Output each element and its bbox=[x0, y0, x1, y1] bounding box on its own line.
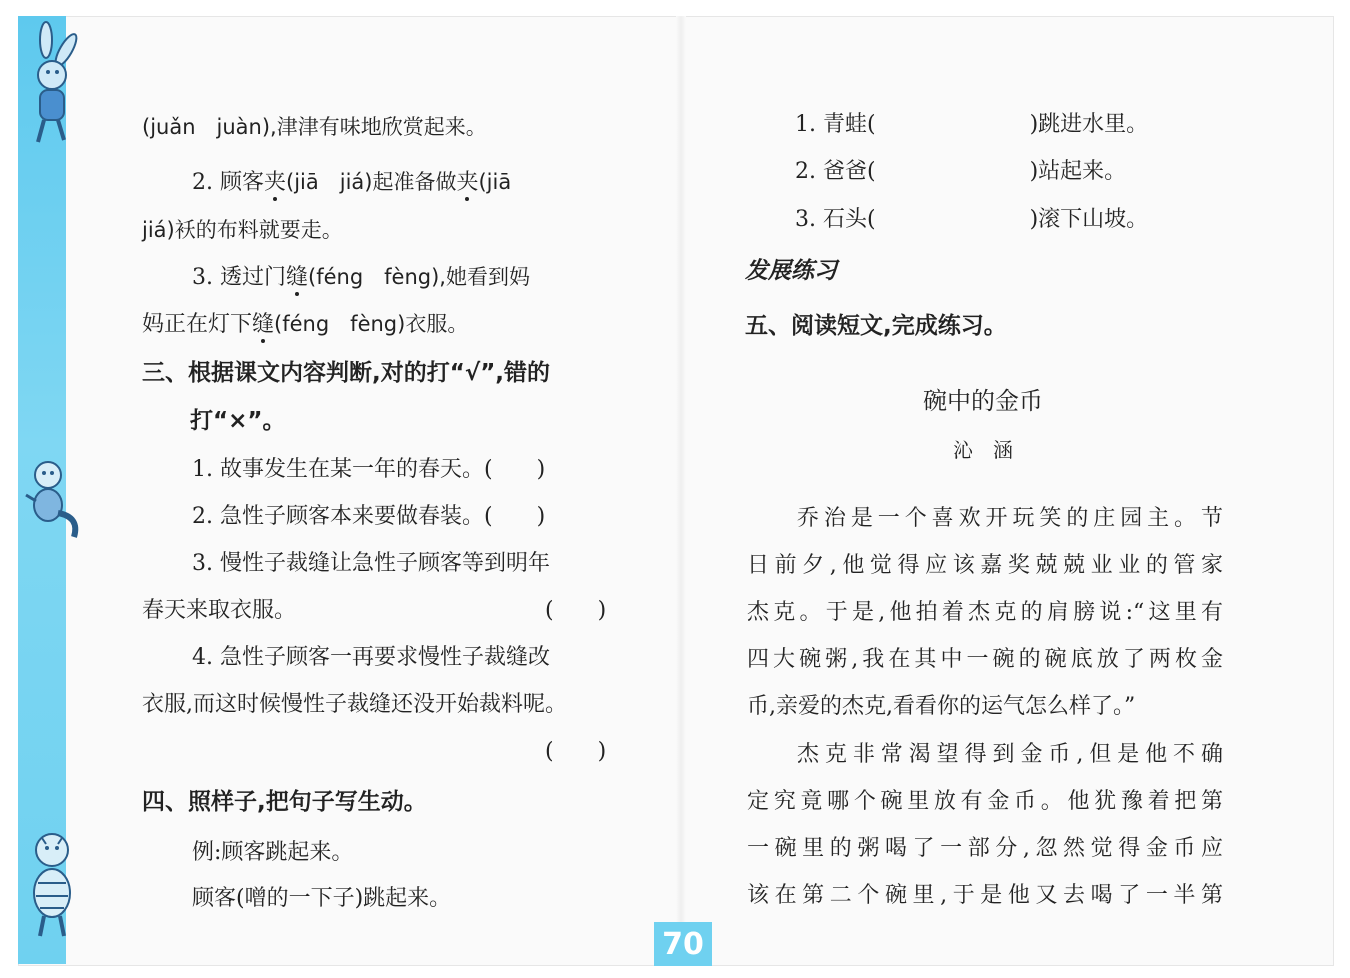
judge-item-4: 4. 急性子顾客一再要求慢性子裁缝改 bbox=[192, 645, 550, 670]
judge-item-3: 3. 慢性子裁缝让急性子顾客等到明年 bbox=[192, 551, 550, 576]
story-line: 定究竟哪个碗里放有金币。他犹豫着把第 bbox=[747, 789, 1223, 814]
story-author: 沁 涵 bbox=[953, 438, 1013, 462]
story-line: 一碗里的粥喝了一部分,忽然觉得金币应 bbox=[747, 836, 1223, 861]
emphasis-char: 夹 bbox=[263, 170, 286, 195]
story-title: 碗中的金币 bbox=[923, 387, 1043, 415]
emphasis-char: 夹 bbox=[456, 170, 479, 195]
q3-line-1 bbox=[192, 262, 530, 293]
q2-line-1 bbox=[192, 167, 511, 198]
answer-blank[interactable]: ( ) bbox=[545, 739, 607, 764]
raccoon-mascot-icon bbox=[18, 455, 88, 555]
text: (féng fèng)衣服。 bbox=[274, 312, 469, 336]
text: (féng fèng),她看到妈 bbox=[308, 265, 530, 289]
fill-item-2: 2. 爸爸( )站起来。 bbox=[795, 159, 1127, 184]
text: jiá)袄的布料就要走。 bbox=[142, 218, 343, 242]
text: 2. 顾客 bbox=[192, 170, 264, 195]
text: (jiā jiá)起准备做 bbox=[286, 170, 457, 194]
story-line: 乔治是一个喜欢开玩笑的庄园主。节 bbox=[797, 506, 1223, 531]
left-line-1 bbox=[142, 112, 487, 143]
book-gutter bbox=[676, 16, 686, 964]
emphasis-char: 缝 bbox=[252, 312, 275, 337]
q2-line-2 bbox=[142, 215, 343, 246]
story-line: 该在第二个碗里,于是他又去喝了一半第 bbox=[747, 883, 1223, 908]
emphasis-char: 缝 bbox=[285, 265, 308, 290]
text: 妈正在灯下 bbox=[142, 312, 253, 337]
section-4-title: 四、照样子,把句子写生动。 bbox=[142, 789, 427, 815]
page-number: 70 bbox=[654, 922, 712, 966]
judge-item-4-cont: 衣服,而这时候慢性子裁缝还没开始裁料呢。 bbox=[142, 692, 567, 717]
section-5-title: 五、阅读短文,完成练习。 bbox=[745, 313, 1007, 339]
story-line: 日前夕,他觉得应该嘉奖兢兢业业的管家 bbox=[747, 553, 1223, 578]
story-line: 币,亲爱的杰克,看看你的运气怎么样了。” bbox=[747, 694, 1136, 719]
answer-blank[interactable]: ( ) bbox=[545, 598, 607, 623]
section-3-title-cont: 打“×”。 bbox=[190, 408, 286, 434]
example-answer: 顾客(噌的一下子)跳起来。 bbox=[192, 886, 452, 911]
judge-item-1: 1. 故事发生在某一年的春天。( ) bbox=[192, 457, 546, 482]
story-line: 杰克。于是,他拍着杰克的肩膀说:“这里有 bbox=[747, 600, 1223, 625]
story-line: 四大碗粥,我在其中一碗的碗底放了两枚金 bbox=[747, 647, 1223, 672]
judge-item-2: 2. 急性子顾客本来要做春装。( ) bbox=[192, 504, 546, 529]
story-line: 杰克非常渴望得到金币,但是他不确 bbox=[797, 742, 1223, 767]
development-heading: 发展练习 bbox=[745, 258, 837, 284]
q3-line-2 bbox=[142, 309, 468, 340]
text: (jiā bbox=[478, 170, 512, 194]
text: (juǎn juàn),津津有味地欣赏起来。 bbox=[142, 115, 487, 139]
fill-item-3: 3. 石头( )滚下山坡。 bbox=[795, 207, 1149, 232]
judge-item-3-cont: 春天来取衣服。 bbox=[142, 598, 297, 623]
text: 3. 透过门 bbox=[192, 265, 286, 290]
tiger-mascot-icon bbox=[18, 828, 88, 948]
section-3-title: 三、根据课文内容判断,对的打“√”,错的 bbox=[142, 360, 551, 386]
fill-item-1: 1. 青蛙( )跳进水里。 bbox=[795, 112, 1149, 137]
example-line: 例:顾客跳起来。 bbox=[192, 840, 354, 865]
rabbit-mascot-icon bbox=[18, 20, 88, 150]
